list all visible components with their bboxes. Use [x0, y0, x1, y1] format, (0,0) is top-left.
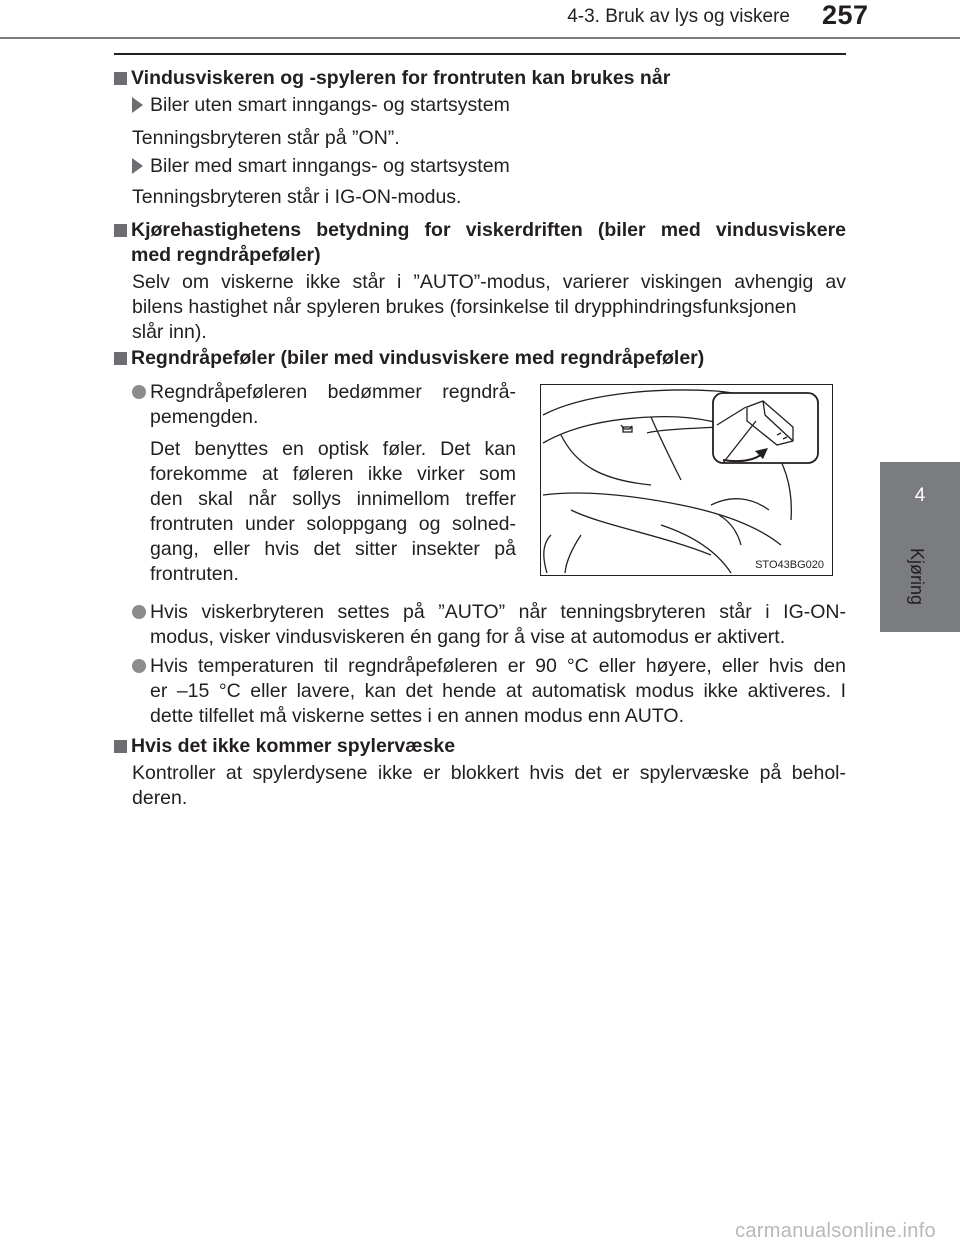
bullet-line: modus, visker vindusviskeren én gang for å vise at automodus er aktivert. — [150, 626, 786, 648]
body-paragraph — [132, 761, 846, 811]
body-paragraph — [150, 437, 516, 587]
circle-bullet-icon — [132, 659, 146, 673]
square-bullet-icon — [114, 352, 127, 365]
body-line: forekomme at føleren ikke virker som — [150, 463, 516, 485]
square-bullet-icon — [114, 224, 127, 237]
section-heading — [114, 218, 846, 268]
body-line: frontruten under soloppgang og solned- — [150, 513, 516, 535]
bullet-line: Regndråpeføleren bedømmer regndrå- — [150, 381, 516, 403]
bullet-line: dette tilfellet må viskerne settes i en annen modus enn AUTO. — [150, 705, 685, 727]
section-heading — [114, 734, 846, 759]
heading-text: Hvis det ikke kommer spylervæske — [131, 735, 456, 757]
body-text: Tenningsbryteren står i IG-ON-modus. — [132, 186, 462, 208]
content-rule — [114, 53, 846, 55]
sub-label: Biler med smart inngangs- og startsystem — [150, 155, 510, 177]
square-bullet-icon — [114, 740, 127, 753]
bullet-text — [150, 654, 846, 729]
header-rule — [0, 37, 960, 39]
bullet-line: er –15 °C eller lavere, kan det hende at automatisk modus ikke aktiveres. I — [150, 680, 846, 702]
figure-code: STO43BG020 — [755, 559, 824, 571]
body-line: gang, eller hvis det sitter insekter på — [150, 538, 516, 560]
body-line: slår inn). — [132, 321, 207, 343]
sub-label: Biler uten smart inngangs- og startsystem — [150, 94, 510, 116]
triangle-bullet-icon — [132, 97, 143, 113]
car-windshield-illustration — [541, 385, 832, 575]
bullet-line: pemengden. — [150, 406, 259, 428]
bullet-line: Hvis temperaturen til regndråpeføleren er 90 °C eller høyere, eller hvis den — [150, 655, 846, 677]
chapter-title — [905, 548, 927, 628]
bullet-text — [150, 600, 846, 650]
body-line: bilens hastighet når spyleren brukes (forsinkelse til drypphindringsfunksjonen — [132, 296, 797, 318]
triangle-bullet-icon — [132, 158, 143, 174]
body-paragraph — [132, 270, 846, 345]
bullet-line: Hvis viskerbryteren settes på ”AUTO” når tenningsbryteren står i IG-ON- — [150, 601, 846, 623]
rain-sensor-figure — [540, 384, 833, 576]
body-line: Det benyttes en optisk føler. Det kan — [150, 438, 516, 460]
circle-bullet-icon — [132, 605, 146, 619]
circle-bullet-icon — [132, 385, 146, 399]
section-heading — [114, 66, 846, 91]
bullet-text — [150, 380, 516, 430]
body-line: Kontroller at spylerdysene ikke er blokkert hvis det er spylervæske på behol- — [132, 762, 846, 784]
heading-text: Kjørehastighetens betydning for viskerdriften (biler med vindusviskere — [131, 219, 846, 241]
body-line: deren. — [132, 787, 188, 809]
watermark-footer: carmanualsonline.info — [735, 1220, 936, 1242]
heading-text: Regndråpeføler (biler med vindusviskere med regndråpeføler) — [131, 347, 705, 369]
heading-text: Vindusviskeren og -spyleren for frontruten kan brukes når — [131, 67, 671, 89]
chapter-number: 4 — [914, 485, 926, 506]
chapter-title-text: Kjøring — [907, 548, 927, 606]
body-line: den skal når sollys innimellom treffer — [150, 488, 516, 510]
body-line: frontruten. — [150, 563, 239, 585]
heading-text: med regndråpeføler) — [131, 244, 321, 266]
square-bullet-icon — [114, 72, 127, 85]
page-number: 257 — [822, 0, 869, 30]
section-title: 4-3. Bruk av lys og viskere — [567, 6, 790, 27]
section-heading — [114, 346, 846, 371]
body-text: Tenningsbryteren står på ”ON”. — [132, 127, 400, 149]
body-line: Selv om viskerne ikke står i ”AUTO”-modus, varierer viskingen avhengig av — [132, 271, 846, 293]
